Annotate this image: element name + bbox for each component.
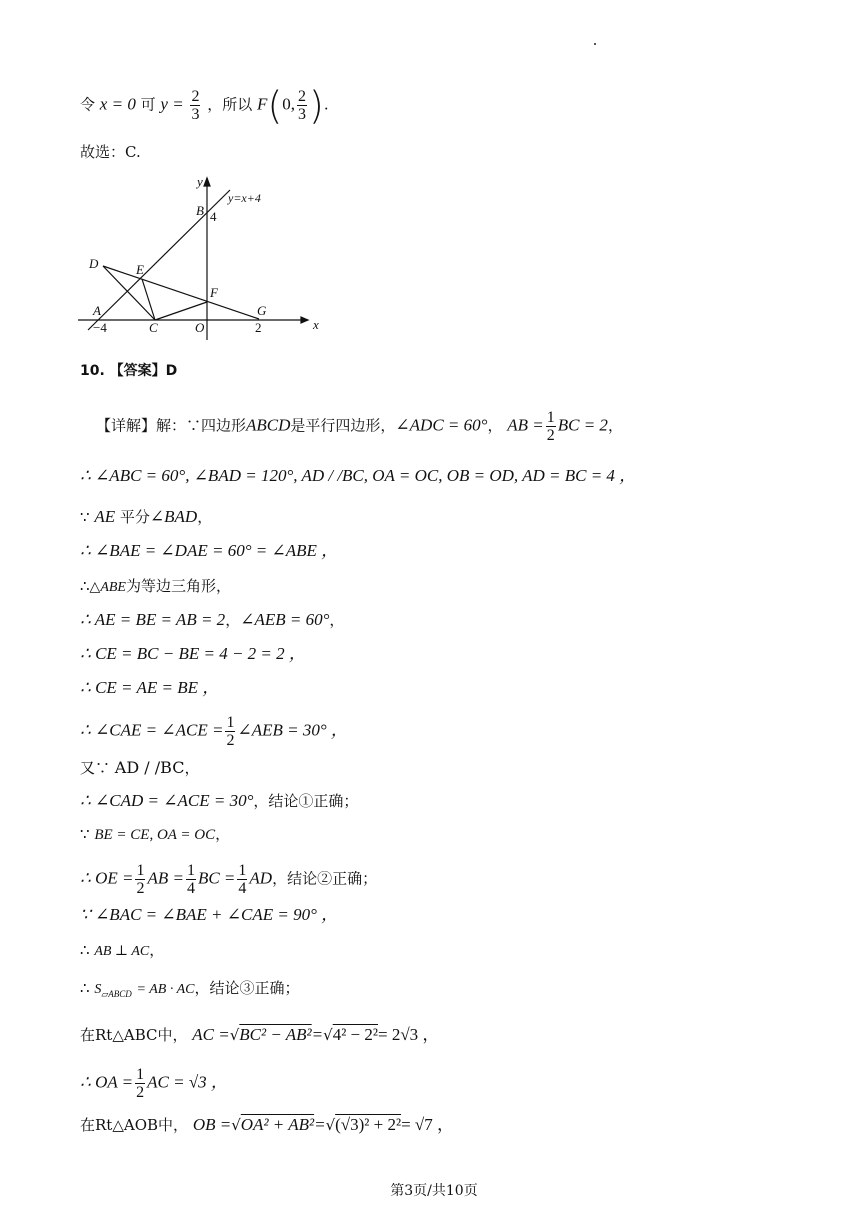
math: Rt△AOB <box>95 1116 159 1134</box>
label-x: x <box>313 317 319 332</box>
denominator: 4 <box>186 880 195 897</box>
text: . <box>323 95 329 114</box>
solution-line-15 <box>80 940 164 962</box>
numerator: 1 <box>136 862 145 879</box>
paren-left: ( <box>267 83 283 128</box>
math: = √7 ， <box>401 1115 454 1134</box>
solution-line-8: ∴ CE = AE = BE ， <box>80 678 220 697</box>
math: OA² + AB² <box>240 1115 315 1134</box>
math: BC = 2 <box>557 415 608 435</box>
label-A: A <box>93 303 101 318</box>
solution-line-11 <box>80 791 358 811</box>
numerator: 2 <box>191 88 200 105</box>
math: 4² − 2² <box>332 1025 378 1044</box>
math: AB = <box>147 868 184 888</box>
text: 中， <box>157 1026 188 1044</box>
text: ∴ <box>80 979 90 997</box>
text: ， <box>607 416 623 435</box>
page-mark-dot <box>594 43 596 45</box>
math: ∴ AE = BE = AB = 2 <box>80 610 226 629</box>
math <box>94 982 131 997</box>
denominator: 3 <box>191 106 200 123</box>
solution-line-19 <box>80 1115 454 1135</box>
fraction <box>237 862 247 897</box>
text: ，结论②正确； <box>272 869 378 888</box>
solution-line-1 <box>96 409 623 444</box>
solution-line-17 <box>80 1025 439 1045</box>
numerator: 1 <box>226 714 235 731</box>
question-number: 10. <box>80 363 105 379</box>
text: ∴ <box>80 577 90 595</box>
numerator: 2 <box>298 88 307 105</box>
math: ∠BAD <box>149 507 198 526</box>
math: = <box>311 1025 324 1044</box>
denominator: 2 <box>226 732 235 749</box>
fraction <box>297 88 307 123</box>
solution-line-12 <box>80 824 230 845</box>
solution-line-10 <box>80 758 199 778</box>
math: ∠AEB = 30° ， <box>237 720 348 740</box>
math: AC = √3 ， <box>147 1072 228 1092</box>
math: y = <box>160 94 184 114</box>
text: 是平行四边形， <box>290 416 396 435</box>
denominator: 2 <box>136 880 145 897</box>
answer-choice-line: 故选：C. <box>80 143 141 161</box>
text: 在 <box>80 1116 96 1134</box>
math: ∴ OA = <box>80 1072 134 1092</box>
numerator: 1 <box>546 409 555 426</box>
text: ， <box>197 508 213 526</box>
math: 0, <box>282 94 296 114</box>
math: AD <box>249 868 273 888</box>
text: ， <box>149 941 165 959</box>
text: ， <box>487 416 503 435</box>
math: ∠ADC = 60° <box>395 415 488 435</box>
solution-line-9 <box>80 714 348 749</box>
text: 【详解】解：∵四边形 <box>96 416 247 435</box>
math: BE = CE, OA = OC <box>94 827 216 843</box>
text: 可 <box>140 95 156 114</box>
denominator: 3 <box>298 106 307 123</box>
math: ABCD <box>246 415 291 435</box>
coordinate-figure <box>70 172 330 340</box>
numerator: 1 <box>136 1066 145 1083</box>
text: ∴ <box>80 941 90 959</box>
segment-DC <box>103 266 155 320</box>
math: OB = <box>192 1115 232 1134</box>
segment-CF <box>155 302 207 320</box>
math: AB ⊥ AC <box>94 944 150 959</box>
x-axis-arrow <box>301 317 308 323</box>
text: 平分 <box>119 508 150 526</box>
label-B: B <box>196 203 204 218</box>
math: BC = <box>197 868 236 888</box>
label-y: y <box>197 174 203 189</box>
text: ∵ <box>80 508 90 526</box>
label-F: F <box>210 285 218 300</box>
sqrt-sign: √ <box>325 1116 336 1134</box>
label-C: C <box>149 320 158 335</box>
solution-line-13 <box>80 862 377 897</box>
solution-line-18 <box>80 1066 228 1101</box>
fraction <box>135 1066 145 1101</box>
text: ， <box>329 611 345 629</box>
solution-line-5 <box>80 576 231 598</box>
denominator: 4 <box>238 880 247 897</box>
paren-right: ) <box>309 83 324 128</box>
fraction <box>186 862 196 897</box>
page-footer: 第3页/共10页 <box>390 1183 478 1199</box>
label-four: 4 <box>210 209 217 224</box>
denominator: 2 <box>136 1084 145 1101</box>
math: (√3)² + 2² <box>335 1115 402 1134</box>
numerator: 1 <box>238 862 247 879</box>
sqrt-sign: √ <box>323 1026 333 1044</box>
math: x = 0 <box>99 94 136 114</box>
fraction <box>225 714 235 749</box>
label-G: G <box>257 303 267 318</box>
fraction <box>190 88 200 123</box>
text: ，结论①正确； <box>253 792 359 810</box>
solution-line-ling <box>80 83 329 128</box>
math: AE <box>94 507 116 526</box>
math: AD / /BC <box>114 758 185 777</box>
label-line-equation: y=x+4 <box>228 191 261 205</box>
numerator: 1 <box>186 862 195 879</box>
label-neg4: −4 <box>93 320 107 335</box>
solution-line-7: ∴ CE = BC − BE = 4 − 2 = 2 ， <box>80 644 306 663</box>
math: = 2√3 ， <box>377 1025 440 1044</box>
text: 为等边三角形， <box>125 577 231 595</box>
text: ∵ <box>80 825 90 843</box>
area-symbol: S <box>94 982 102 997</box>
text: ， <box>184 759 200 777</box>
solution-line-2: ∴ ∠ABC = 60°, ∠BAD = 120°, AD / /BC, OA = OC, OB = OD, AD = BC = 4 ， <box>80 466 637 485</box>
text: ， <box>215 825 231 843</box>
math: ∴ ∠CAD = ∠ACE = 30° <box>80 791 254 810</box>
label-O: O <box>195 320 205 335</box>
solution-line-14: ∵ ∠BAC = ∠BAE + ∠CAE = 90° ， <box>80 905 339 924</box>
math: AB = <box>507 415 544 435</box>
line-y-x-4 <box>88 190 230 330</box>
math: △ABE <box>89 580 126 595</box>
math: = <box>314 1115 326 1134</box>
solution-line-16 <box>80 978 299 1004</box>
sqrt-sign: √ <box>229 1026 240 1044</box>
fraction <box>135 862 145 897</box>
math: ∴ ∠CAE = ∠ACE = <box>80 720 224 740</box>
answer-label: 【答案】D <box>109 363 178 379</box>
sqrt-sign: √ <box>231 1116 241 1134</box>
y-axis-arrow <box>204 178 210 186</box>
solution-line-6 <box>80 610 344 630</box>
text: ，结论③正确； <box>194 979 300 997</box>
denominator: 2 <box>546 427 555 444</box>
text: ， <box>225 611 241 629</box>
text: 中， <box>158 1116 189 1134</box>
text: 又∵ <box>80 759 111 777</box>
subscript: ▱ABCD <box>101 988 132 999</box>
text: 令 <box>80 95 96 114</box>
label-D: D <box>89 256 99 271</box>
math: F <box>257 94 268 114</box>
math: Rt△ABC <box>95 1026 158 1044</box>
label-two: 2 <box>255 320 262 335</box>
text: ，所以 <box>207 95 253 114</box>
solution-line-4: ∴ ∠BAE = ∠DAE = 60° = ∠ABE ， <box>80 541 339 560</box>
math: ∠AEB = 60° <box>240 610 330 629</box>
question-10-header <box>80 360 177 381</box>
math: = AB · AC <box>136 982 195 997</box>
math: BC² − AB² <box>239 1025 312 1044</box>
math: AC = <box>192 1025 230 1044</box>
text: 在 <box>80 1026 96 1044</box>
label-E: E <box>136 262 144 277</box>
math: ∴ OE = <box>80 868 134 888</box>
solution-line-3 <box>80 507 212 527</box>
fraction <box>546 409 556 444</box>
